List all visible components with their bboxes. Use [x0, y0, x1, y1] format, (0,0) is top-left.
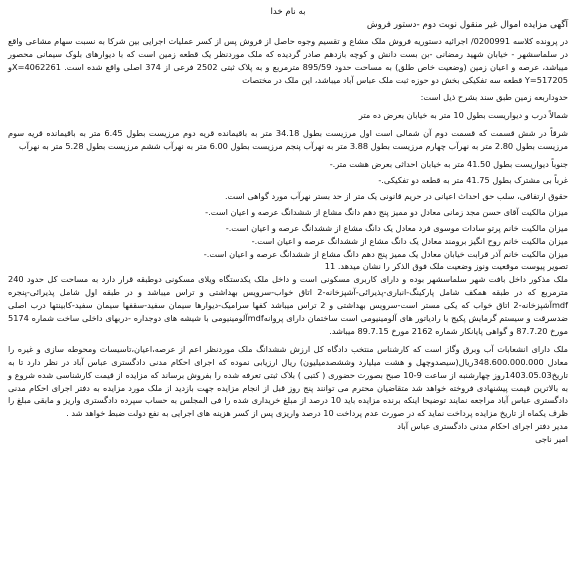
- notice-heading: آگهی مزایده اموال غیر منقول نوبت دوم -دستور فروش: [366, 19, 568, 30]
- boundary-west: غرباً بی مشترک بطول 41.75 متر به قطعه دو تفکیکی.-: [378, 174, 568, 185]
- ownership-share-2: میزان مالکیت خانم پرتو سادات موسوی فرد معادل یک دانگ مشاع از ششدانگ عرصه و اعیان است.-: [225, 222, 568, 233]
- boundary-east: شرقاً در شش قسمت که قسمت دوم آن شمالی است اول مرزیست بطول 34.18 متر به باقیمانده قریه دوم مرزیست بطول 6.45 متر به باقیمانده قریه سوم مرزیست بطول 2.80 متر به نهرآب چهارم مرزیست بطول 3.88 متر به نهرآب پنجم مرزیست بطول 6.00 متر به نهرآب ششم مرزیست بطول 5.28 متر به نهرآب: [8, 128, 568, 152]
- ownership-share-3: میزان مالکیت خانم روح انگیز برومند معادل یک دانگ مشاع از ششدانگ عرصه و اعیان است.-: [251, 235, 568, 246]
- ownership-share-1: میزان مالکیت آقای حسن مجد زمانی معادل دو ممیز پنج دهم دانگ مشاع از ششدانگ عرصه و اعیان است.-: [205, 206, 568, 217]
- office-title: مدیر دفتر اجرای احکام مدنی دادگستری عباس آباد: [397, 421, 568, 432]
- signatory-name: امیر ناجی: [535, 434, 568, 445]
- ownership-share-4: میزان مالکیت خانم آذر قرابت خیابان معادل یک ممیز پنج دهم دانگ مشاع از ششدانگ عرصه و اعیان است.-: [203, 248, 568, 259]
- boundaries-title: حدوداربعه زمین طبق سند بشرح ذیل است:: [420, 92, 568, 103]
- boundary-north: شمالاً درب و دیواریست بطول 10 متر به خیابان بعرض ده متر: [358, 110, 568, 121]
- image-note: تصویر پیوست موقعیت ونوز وضعیت ملک فوق الذکر را نشان میدهد. 11: [324, 261, 568, 272]
- intro-paragraph: در پرونده کلاسه 0200991/ اجرائیه دستوریه فروش ملک مشاع و تقسیم وجوه حاصل از فروش پس از کسر عملیات اجرایی بین شرکا به نسبت سهام مشاعی واقع در سلماسشهر - خیابان شهید رمضانی -بن بست دانش و کوچه بازدهم صادر گردیده که ملک موردنظر یک قطعه زمین است که با دیوارهای بلوک سیمانی محصور میباشد، عرصه و اعیان زمین (وضعیت خاص طلق) به مساحت حدود 895/59 مترمربع و به پلاک ثبتی 2502 فرعی از 374 اصلی واقع شده است. X=4062261و Y=517205 قطعه سه تفکیکی بخش دو حوزه ثبت ملک عباس آباد میباشد، این ملک در مختصات: [8, 35, 568, 85]
- invocation: به نام خدا: [270, 7, 306, 17]
- boundary-south: جنوباً دیواریست بطول 41.50 متر به خیابان احداثی بعرض هشت متر.-: [329, 159, 568, 170]
- property-description: ملک مذکور داخل بافت شهر سلماسشهر بوده و دارای کاربری مسکونی است و داخل ملک یکدستگاه ویلای مسکونی دوطبقه قرار دارد به مساحت کل حدود 240 مترمربع که در طبقه همکف شامل پارکینگ-انباری-پذیرائی-آشپزخانه-2 اتاق خواب-سرویس بهداشتی و تراس میباشد و در طبقه اول شامل پذیرائی-پنجره mdfآشپزخانه-2 اتاق خواب که یکی مستر است-سرویس بهداشتی و 2 تراس میباشد کفها سرامیک-دیوارها سیمان سفید-سقفها سیمان سفید-کابینتها درب اصلی ضدسرقت و سیستم گرمایش پکیج با رادیاتور های آلومینیومی است ساختمان دارای پروانهmdfآلومینیومی با شیشه های دوجداره -دربهای داخلی ساخت شماره 5174 مورخ 87.7.20 و گواهی پایانکار شماره 2162 مورخ 89.7.15 میباشد.: [8, 274, 568, 336]
- valuation-paragraph: ملک دارای انشعابات آب وبرق وگاز است که کارشناس منتخب دادگاه کل ارزش ششدانگ ملک موردنظر اعم از عرصه،اعیان،تاسیسات ومحوطه سازی و غیره را معادل 348.600.000.000ریال(سیصدوچهل و هشت میلیارد وششصدمیلیون) ریال ارزیابی نموده که اجرای احکام مدنی دادگستری عباس آباد در نظر دارد تا به تاریخ1403.05.03روز چهارشنبه از ساعت 9-10 صبح بصورت حضوری ( کتبی ) بلاک ثبتی تعرفه شده را بفروش برساند که مزایده از قیمت کارشناسی شده شروع و به بالاترین قیمت پیشنهادی فروخته خواهد شد متقاضیان محترم می توانند پنج روز قبل از انجام مزایده جهت بازدید از ملک مورد مزایده به دفتر اجرای احکام مدنی دادگستری عباس آباد مراجعه نمایند توضیحا اینکه برنده مزایده باید 10 درصد از مبلغ خریداری شده را فی المجلس به حساب سپرده دادگستری واریز و مابقی مبلغ را ظرف یکماه از تاریخ مزایده پرداخت نماید که در صورت عدم پرداخت 10 درصد واریزی پس از کسر هزینه های اجرایی به نفع دولت ضبط خواهد شد .: [8, 343, 568, 419]
- easement-rights: حقوق ارتفاقی، سلب حق احداث اعیانی در حریم قانونی یک متر از حد بستر نهرآب مورد گواهی است.: [224, 190, 568, 201]
